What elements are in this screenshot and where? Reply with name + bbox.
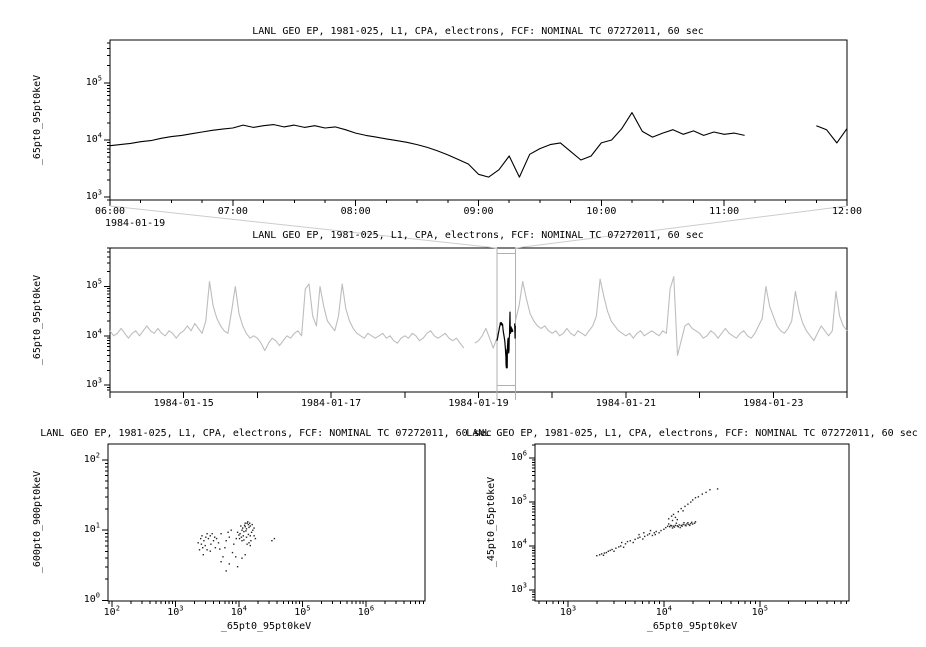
context-panel-title: LANL GEO EP, 1981-025, L1, CPA, electrons, FCF: NOMINAL TC 07272011, 60 sec [252, 230, 704, 241]
tick-or-line [515, 206, 847, 248]
x-tick-label: 11:00 [709, 206, 740, 217]
x-tick-label: $10^5$ [294, 604, 311, 618]
x-tick-label: 06:00 [94, 206, 126, 217]
x-tick-label: $10^4$ [655, 604, 673, 618]
y-tick-label: $10^4$ [85, 131, 102, 145]
x-tick-label: 1984-01-19 [448, 398, 509, 409]
y-tick-label: $10^5$ [85, 74, 102, 88]
scatter-left-plot-area[interactable] [108, 444, 425, 601]
x-tick-label: $10^2$ [103, 604, 120, 618]
x-tick-label: 1984-01-23 [743, 398, 804, 409]
x-tick-label: 12:00 [831, 206, 863, 217]
top-timeseries-plot-area[interactable] [110, 40, 847, 200]
y-tick-label: $10^3$ [510, 581, 527, 595]
y-tick-label: $10^4$ [510, 537, 527, 552]
scatter-right-title: LANL GEO EP, 1981-025, L1, CPA, electrons, FCF: NOMINAL TC 07272011, 60 sec [466, 428, 918, 439]
scatter-left-x-axis-label: _65pt0_95pt0keV [220, 621, 312, 632]
x-tick-label: 07:00 [217, 206, 248, 217]
top-panel-title: LANL GEO EP, 1981-025, L1, CPA, electrons, FCF: NOMINAL TC 07272011, 60 sec [252, 26, 704, 37]
x-tick-label: 1984-01-15 [153, 398, 214, 409]
scatter-left-title: LANL GEO EP, 1981-025, L1, CPA, electrons, FCF: NOMINAL TC 07272011, 60 sec [40, 428, 492, 439]
context-panel-y-axis-label: _65pt0_95pt0keV [32, 274, 43, 366]
x-tick-label: $10^4$ [230, 604, 247, 618]
x-tick-label: 08:00 [340, 206, 371, 217]
y-tick-label: $10^2$ [83, 451, 100, 466]
top-panel-date-label: 1984-01-19 [105, 218, 166, 229]
scatter-right-y-axis-label: _45pt0_65pt0keV [486, 476, 497, 568]
x-tick-label: 1984-01-21 [595, 398, 656, 409]
y-tick-label: $10^6$ [510, 449, 527, 464]
x-tick-label: $10^3$ [167, 604, 184, 618]
scatter-left-y-axis-label: _600pt0_900pt0keV [32, 470, 43, 574]
y-tick-label: $10^3$ [85, 188, 102, 203]
y-tick-label: $10^5$ [510, 493, 527, 508]
time-selection-box[interactable] [497, 248, 516, 400]
y-tick-label: $10^3$ [85, 376, 102, 391]
x-tick-label: $10^5$ [751, 604, 768, 618]
top-panel-y-axis-label: _65pt0_95pt0keV [32, 74, 43, 166]
x-tick-label: $10^6$ [357, 604, 375, 618]
y-tick-label: $10^4$ [85, 327, 102, 341]
context-timeseries-plot-area[interactable] [110, 248, 847, 392]
x-tick-label: 09:00 [463, 206, 494, 217]
scatter-right-plot-area[interactable] [535, 444, 849, 601]
x-tick-label: 1984-01-17 [300, 398, 362, 409]
y-tick-label: $10^5$ [85, 278, 102, 292]
y-tick-label: $10^0$ [83, 591, 100, 606]
scatter-right-x-axis-label: _65pt0_95pt0keV [646, 621, 738, 632]
x-tick-label: $10^3$ [559, 604, 577, 618]
tick-or-line [110, 206, 497, 248]
y-tick-label: $10^1$ [83, 521, 100, 536]
x-tick-label: 10:00 [586, 206, 617, 217]
